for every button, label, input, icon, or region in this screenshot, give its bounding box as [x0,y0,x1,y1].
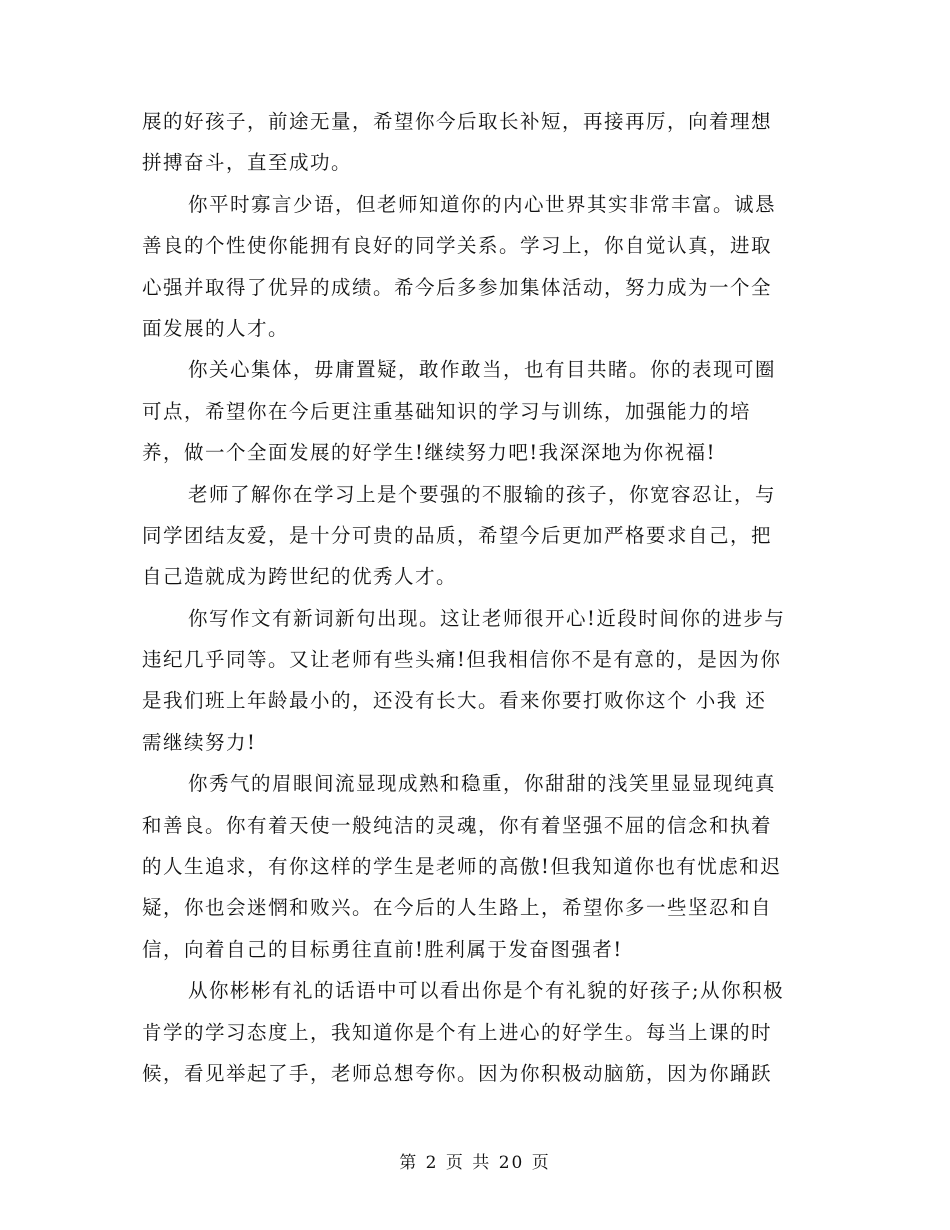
page-number-footer: 第 2 页 共 20 页 [399,1153,551,1173]
paragraph-line: 养，做一个全面发展的好学生!继续努力吧!我深深地为你祝福! [142,441,717,465]
paragraph-line: 可点，希望你在今后更注重基础知识的学习与训练，加强能力的培 [142,399,752,423]
paragraph-first-line: 你秀气的眉眼间流显现成熟和稳重，你甜甜的浅笑里显显现纯真 [188,772,777,796]
paragraph-line: 的人生追求，有你这样的学生是老师的高傲!但我知道你也有忧虑和迟 [142,855,782,879]
paragraph-first-line: 老师了解你在学习上是个要强的不服输的孩子，你宽容忍让，与 [188,482,777,506]
paragraph-line: 拼搏奋斗，直至成功。 [142,151,353,175]
paragraph-line: 自己造就成为跨世纪的优秀人才。 [142,565,458,589]
paragraph-line: 肯学的学习态度上，我知道你是个有上进心的好学生。每当上课的时 [142,1020,773,1044]
paragraph-first-line: 你平时寡言少语，但老师知道你的内心世界其实非常丰富。诚恳 [188,192,777,216]
paragraph-line: 善良的个性使你能拥有良好的同学关系。学习上，你自觉认真，进取 [142,234,773,258]
paragraph-line: 需继续努力! [142,730,257,754]
paragraph-line: 心强并取得了优异的成绩。希今后多参加集体活动，努力成为一个全 [142,275,773,299]
paragraph-line: 展的好孩子，前途无量，希望你今后取长补短，再接再厉，向着理想 [142,110,773,133]
paragraph-line: 和善良。你有着天使一般纯洁的灵魂，你有着坚强不屈的信念和执着 [142,813,773,837]
page-body-text [142,101,812,1094]
paragraph-line: 候，看见举起了手，老师总想夸你。因为你积极动脑筋，因为你踊跃 [142,1061,773,1085]
paragraph-first-line: 你关心集体，毋庸置疑，敢作敢当，也有目共睹。你的表现可圈 [188,358,777,382]
paragraph-line: 违纪几乎同等。又让老师有些头痛!但我相信你不是有意的，是因为你 [142,648,782,672]
paragraph-line: 疑，你也会迷惘和败兴。在今后的人生路上，希望你多一些坚忍和自 [142,896,773,920]
paragraph-first-line: 从你彬彬有礼的话语中可以看出你是个有礼貌的好孩子;从你积极 [188,979,785,1003]
paragraph-first-line: 你写作文有新词新句出现。这让老师很开心!近段时间你的进步与 [188,606,786,630]
paragraph-line: 面发展的人才。 [142,316,290,340]
paragraph-line: 信，向着自己的目标勇往直前!胜利属于发奋图强者! [142,937,623,961]
paragraph-line: 同学团结友爱，是十分可贵的品质，希望今后更加严格要求自己，把 [142,523,773,547]
paragraph-line: 是我们班上年龄最小的，还没有长大。看来你要打败你这个 小我 还 [142,689,767,713]
